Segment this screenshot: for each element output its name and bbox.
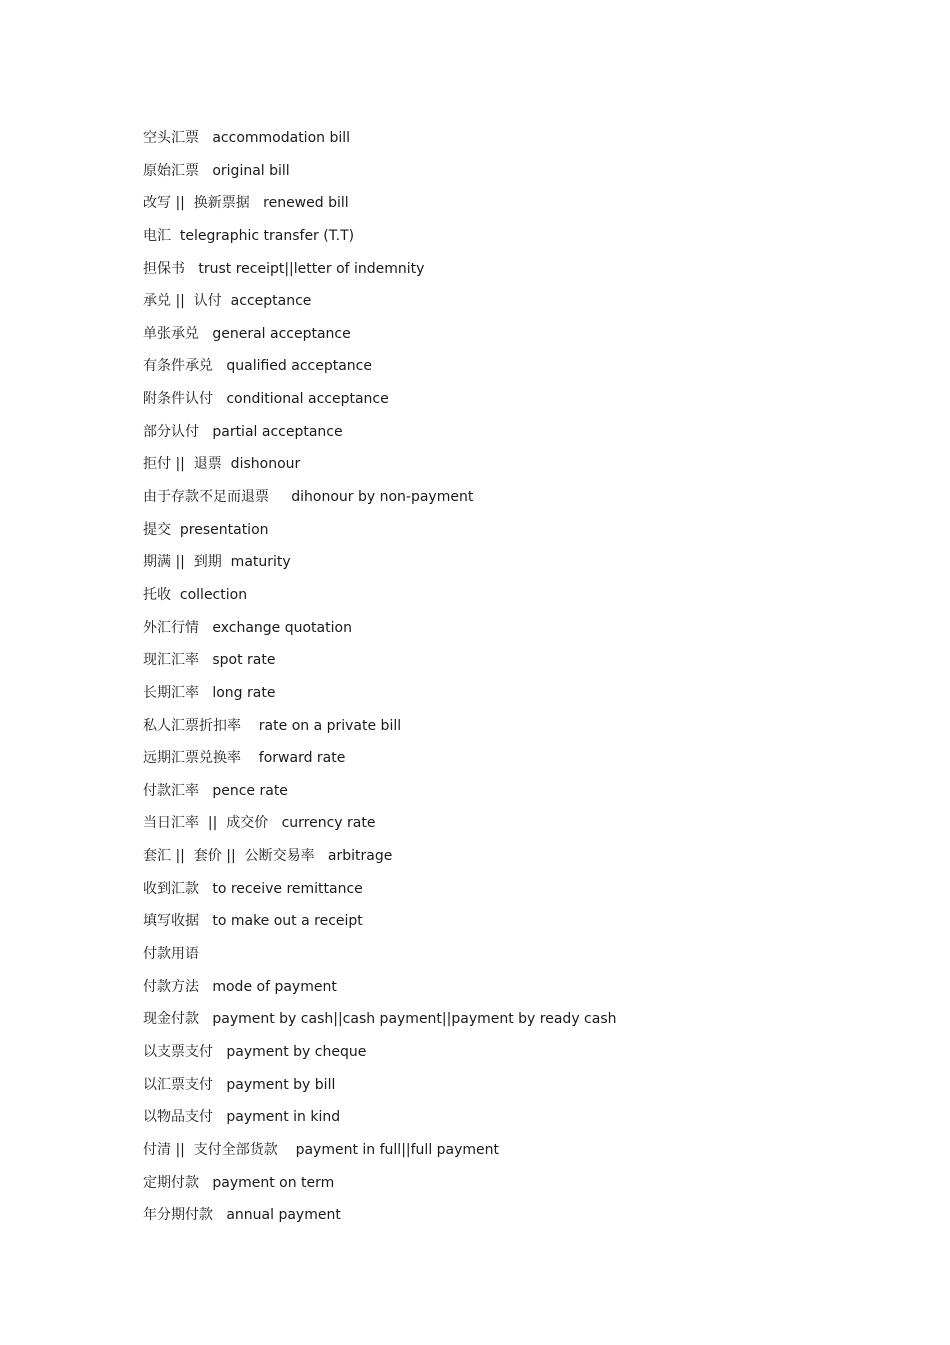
glossary-entry: 填写收据 to make out a receipt — [143, 913, 363, 930]
glossary-entry: 担保书 trust receipt||letter of indemnity — [143, 260, 425, 277]
glossary-entry: 改写 || 换新票据 renewed bill — [143, 195, 349, 212]
glossary-entry: 电汇 telegraphic transfer (T.T) — [143, 227, 355, 244]
glossary-entry: 单张承兑 general acceptance — [143, 325, 351, 342]
glossary-entry: 有条件承兑 qualified acceptance — [143, 358, 372, 375]
glossary-entry: 原始汇票 original bill — [143, 162, 290, 179]
glossary-entry: 付清 || 支付全部货款 payment in full||full payment — [143, 1141, 500, 1158]
glossary-entry: 付款方法 mode of payment — [143, 978, 337, 995]
glossary-entry: 长期汇率 long rate — [143, 684, 276, 701]
glossary-entry: 以汇票支付 payment by bill — [143, 1076, 336, 1093]
glossary-entry: 托收 collection — [143, 586, 248, 603]
glossary-entry: 由于存款不足而退票 dihonour by non-payment — [143, 489, 474, 506]
glossary-entry: 私人汇票折扣率 rate on a private bill — [143, 717, 402, 734]
glossary-entry: 远期汇票兑换率 forward rate — [143, 750, 346, 767]
glossary-entry: 现金付款 payment by cash||cash payment||payment by ready cash — [143, 1011, 617, 1028]
glossary-entry: 收到汇款 to receive remittance — [143, 880, 363, 897]
glossary-entry: 定期付款 payment on term — [143, 1174, 335, 1191]
glossary-entry: 现汇汇率 spot rate — [143, 652, 276, 669]
glossary-entry: 外汇行情 exchange quotation — [143, 619, 352, 636]
section-heading: 付款用语 — [143, 946, 199, 963]
glossary-entry: 空头汇票 accommodation bill — [143, 130, 351, 146]
glossary-list — [143, 125, 617, 1235]
glossary-entry: 付款汇率 pence rate — [143, 782, 288, 799]
glossary-entry: 提交 presentation — [143, 521, 269, 538]
glossary-entry: 以物品支付 payment in kind — [143, 1109, 341, 1126]
glossary-entry: 年分期付款 annual payment — [143, 1207, 341, 1224]
glossary-entry: 套汇 || 套价 || 公断交易率 arbitrage — [143, 848, 393, 865]
glossary-entry: 当日汇率 || 成交价 currency rate — [143, 815, 376, 832]
glossary-entry: 部分认付 partial acceptance — [143, 423, 343, 440]
glossary-entry: 以支票支付 payment by cheque — [143, 1043, 367, 1060]
glossary-entry: 附条件认付 conditional acceptance — [143, 391, 389, 408]
glossary-entry: 期满 || 到期 maturity — [143, 554, 291, 571]
glossary-entry: 拒付 || 退票 dishonour — [143, 456, 301, 473]
glossary-entry: 承兑 || 认付 acceptance — [143, 293, 312, 310]
